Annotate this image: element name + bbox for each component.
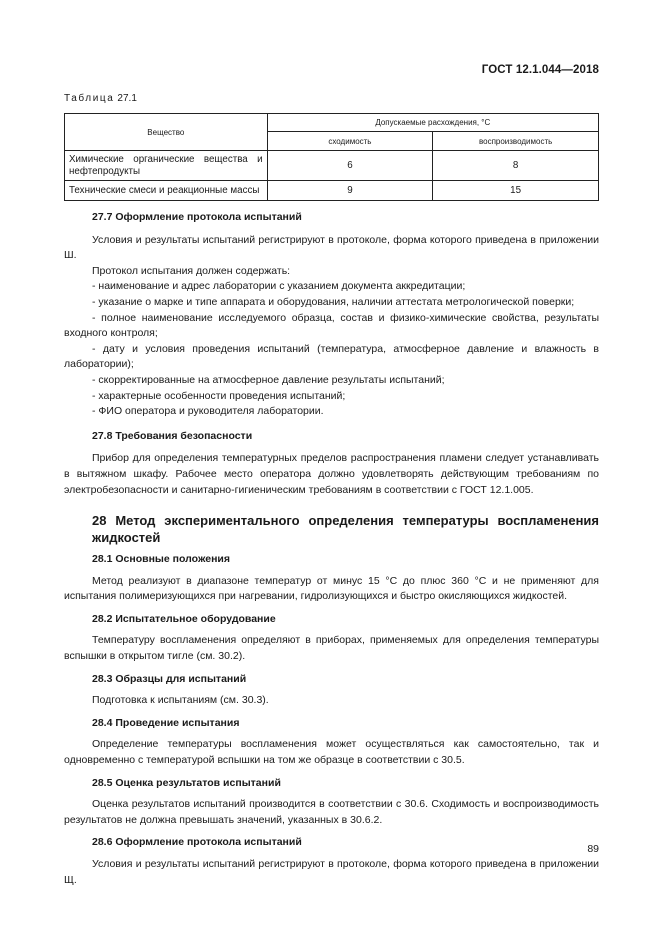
section-28-5-heading: 28.5 Оценка результатов испытаний <box>92 776 281 789</box>
section-28-2-heading: 28.2 Испытательное оборудование <box>92 612 276 625</box>
document-body <box>64 210 599 888</box>
section-28-3-heading: 28.3 Образцы для испытаний <box>92 672 247 685</box>
section-27-7-heading: 27.7 Оформление протокола испытаний <box>92 211 302 223</box>
section-28-heading: 28 Метод экспериментального определения температуры воспламенения жидкостей <box>92 513 599 546</box>
table-header-reproducibility: воспроизводимость <box>433 132 599 151</box>
table-caption <box>64 93 137 104</box>
table-header-substance: Вещество <box>65 114 268 151</box>
list-item: - полное наименование исследуемого образца, состав и физико-химические свойства, результаты входного контроля; <box>64 311 599 340</box>
list-item: - ФИО оператора и руководителя лаборатории. <box>92 405 324 418</box>
list-item: - наименование и адрес лаборатории с указанием документа аккредитации; <box>92 280 466 293</box>
section-28-4-heading: 28.4 Проведение испытания <box>92 716 240 729</box>
table-cell-substance: Технические смеси и реакционные массы <box>65 181 268 201</box>
table-cell-convergence: 9 <box>267 181 433 201</box>
section-27-8-paragraph-1: Прибор для определения температурных пределов распространения пламени следует устанавливать в вытяжном шкафу. Рабочее место оператора должно удовлетворять действующим требованиям по электробезопасности и санитарно-гигиеническим требованиям в соответствии с ГОСТ 12.1.005. <box>64 452 599 496</box>
table-header-tolerance: Допускаемые расхождения, °С <box>267 114 598 132</box>
table-caption-number: 27.1 <box>117 93 137 104</box>
section-28-2-paragraph-1: Температуру воспламенения определяют в приборах, применяемых для определения температуры вспышки в открытом тигле (см. 30.2). <box>64 634 599 663</box>
substance-line-1: Химические органические вещества и <box>69 153 263 165</box>
table-cell-reproducibility: 15 <box>433 181 599 201</box>
tolerance-table <box>64 113 599 201</box>
section-27-7-paragraph-2: Протокол испытания должен содержать: <box>92 264 291 277</box>
section-28-4-paragraph-1: Определение температуры воспламенения может осуществляться как самостоятельно, так и одновременно с температурой вспышки на том же образце в соответствии с 30.5. <box>64 738 599 767</box>
list-item: - скорректированные на атмосферное давление результаты испытаний; <box>92 373 445 386</box>
table-cell-convergence: 6 <box>267 151 433 181</box>
section-27-8-heading: 27.8 Требования безопасности <box>92 429 253 442</box>
table-cell-reproducibility: 8 <box>433 151 599 181</box>
list-item: - указание о марке и типе аппарата и оборудования, наличии аттестата метрологической поверки; <box>92 295 575 308</box>
substance-line-2: нефтепродукты <box>69 165 141 177</box>
section-28-3-paragraph-1: Подготовка к испытаниям (см. 30.3). <box>92 694 269 707</box>
section-28-6-paragraph-1: Условия и результаты испытаний регистрируют в протоколе, форма которого приведена в приложении Щ. <box>64 858 599 886</box>
table-row <box>65 181 599 201</box>
section-28-1-paragraph-1: Метод реализуют в диапазоне температур от минус 15 °С до плюс 360 °С и не применяют для испытания полимеризующихся при нагревании, гидролизующихся и быстро окисляющихся жидкостей. <box>64 574 599 603</box>
table-header-convergence: сходимость <box>267 132 433 151</box>
page-number: 89 <box>587 843 599 855</box>
list-item: - характерные особенности проведения испытаний; <box>92 389 346 402</box>
section-27-7-paragraph-1: Условия и результаты испытаний регистрируют в протоколе, форма которого приведена в приложении Ш. <box>64 233 599 262</box>
section-28-6-heading: 28.6 Оформление протокола испытаний <box>92 836 302 849</box>
document-code: ГОСТ 12.1.044—2018 <box>481 64 599 76</box>
table-cell-substance <box>65 151 268 181</box>
table-row <box>65 151 599 181</box>
section-28-1-heading: 28.1 Основные положения <box>92 553 231 566</box>
section-28-5-paragraph-1: Оценка результатов испытаний производится в соответствии с 30.6. Сходимость и воспроизводимость результатов не должна превышать значений, указанных в 30.6.2. <box>64 798 599 826</box>
list-item: - дату и условия проведения испытаний (температура, атмосферное давление и влажность в лаборатории); <box>64 342 599 371</box>
table-caption-word: Таблица <box>64 93 115 104</box>
